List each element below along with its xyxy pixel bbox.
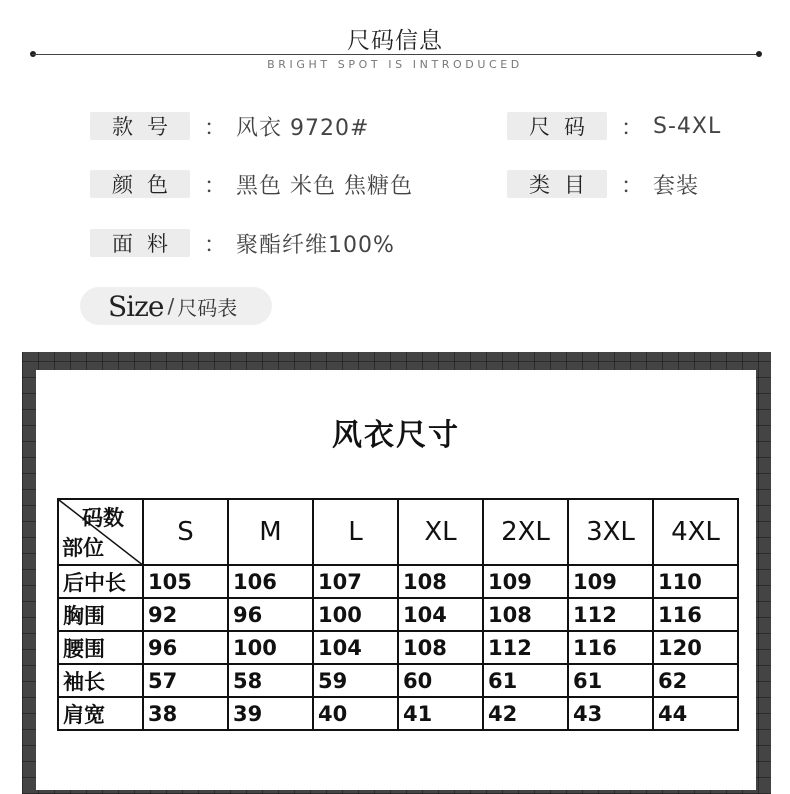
measurement-cell: 108 [398,631,483,664]
measurement-cell: 112 [568,598,653,631]
info-label-size: 尺码 [507,112,607,140]
section-subtitle: BRIGHT SPOT IS INTRODUCED [267,58,523,71]
table-row [58,631,738,664]
info-style-no [90,111,369,141]
measurement-cell: 61 [483,664,568,697]
info-color [90,169,413,199]
measurement-cell: 42 [483,697,568,730]
section-title: 尺码信息 [347,28,443,54]
info-colon: ： [204,115,227,141]
measurement-cell: 107 [313,565,398,598]
measurement-cell: 100 [228,631,313,664]
measurement-cell: 96 [143,631,228,664]
size-header: M [228,499,313,565]
part-name: 腰围 [58,631,143,664]
measurement-cell: 110 [653,565,738,598]
size-header: L [313,499,398,565]
measurement-cell: 92 [143,598,228,631]
measurement-cell: 62 [653,664,738,697]
size-header: 2XL [483,499,568,565]
measurement-cell: 108 [398,565,483,598]
divider-line [32,54,760,55]
measurement-cell: 59 [313,664,398,697]
table-row [58,697,738,730]
part-name: 肩宽 [58,697,143,730]
info-label-fabric: 面料 [90,229,190,257]
measurement-cell: 57 [143,664,228,697]
measurement-cell: 106 [228,565,313,598]
measurement-cell: 104 [398,598,483,631]
measurement-cell: 109 [483,565,568,598]
size-chart-title: 风衣尺寸 [332,418,460,453]
size-header: S [143,499,228,565]
measurement-cell: 41 [398,697,483,730]
part-name: 后中长 [58,565,143,598]
info-value-fabric: 聚酯纤维100% [236,232,395,258]
measurement-cell: 43 [568,697,653,730]
info-category [507,169,699,199]
measurement-cell: 58 [228,664,313,697]
measurement-cell: 60 [398,664,483,697]
measurement-cell: 96 [228,598,313,631]
info-colon: ： [204,173,227,199]
measurement-cell: 105 [143,565,228,598]
size-header: 4XL [653,499,738,565]
measurement-cell: 61 [568,664,653,697]
corner-label-part: 部位 [62,536,104,560]
size-chart-tag [80,287,272,325]
info-colon: ： [621,173,644,199]
info-colon: ： [621,115,644,141]
info-value-category: 套装 [653,173,700,199]
size-header: XL [398,499,483,565]
info-label-style-no: 款号 [90,112,190,140]
measurement-cell: 38 [143,697,228,730]
measurement-cell: 116 [653,598,738,631]
measurement-cell: 44 [653,697,738,730]
size-chart-frame [22,352,771,794]
info-colon: ： [204,232,227,258]
divider-dot-right [756,51,762,57]
measurement-cell: 112 [483,631,568,664]
info-label-color: 颜色 [90,170,190,198]
measurement-cell: 116 [568,631,653,664]
info-size [507,111,721,141]
info-label-category: 类目 [507,170,607,198]
measurement-cell: 109 [568,565,653,598]
measurement-cell: 100 [313,598,398,631]
measurement-cell: 40 [313,697,398,730]
size-tag-cn: 尺码表 [177,295,238,320]
size-tag-en: Size [108,289,164,323]
corner-label-size: 码数 [82,506,124,530]
table-row [58,565,738,598]
measurement-cell: 120 [653,631,738,664]
measurement-cell: 108 [483,598,568,631]
size-tag-slash: / [167,294,175,318]
info-fabric [90,228,395,258]
table-row [58,664,738,697]
table-corner-cell [58,499,143,565]
size-header-row [58,499,738,565]
section-header [0,0,790,80]
size-chart-panel [36,370,756,790]
size-table [57,498,739,731]
table-row [58,598,738,631]
info-value-size: S-4XL [653,113,722,139]
info-value-color: 黑色 米色 焦糖色 [236,173,414,199]
part-name: 胸围 [58,598,143,631]
part-name: 袖长 [58,664,143,697]
info-value-style-no: 风衣 9720# [236,115,370,141]
measurement-cell: 39 [228,697,313,730]
measurement-cell: 104 [313,631,398,664]
size-header: 3XL [568,499,653,565]
